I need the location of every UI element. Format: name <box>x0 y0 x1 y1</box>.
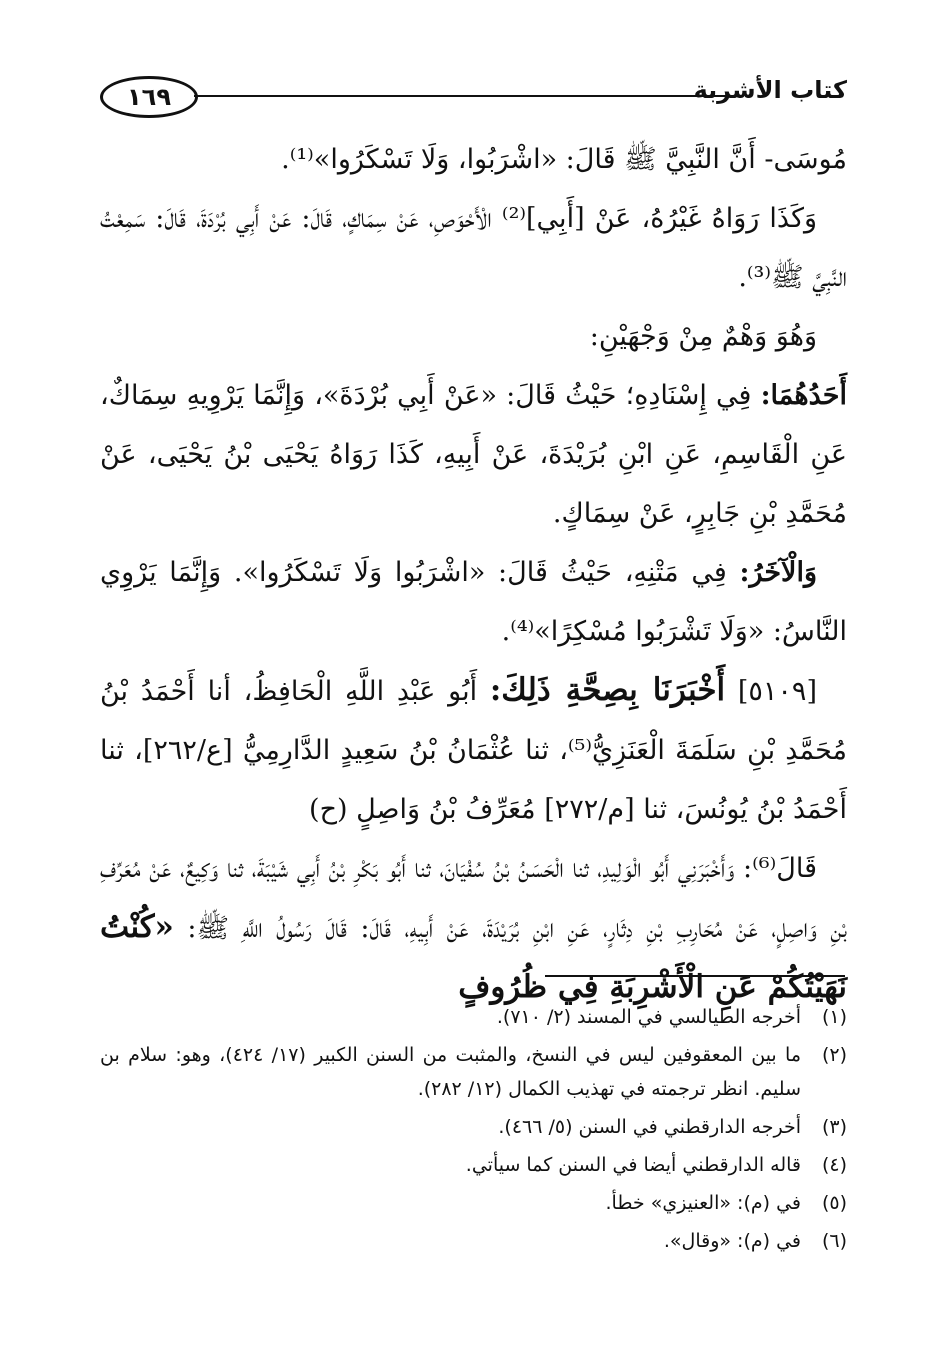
footnote-item <box>100 1110 847 1144</box>
hadith-matn: «كُنْتُ نَهَيْتُكُمْ عَنِ الْأَشْرِبَةِ فِي ظُرُوفٍ <box>100 909 847 1005</box>
paragraph-5-lead: وَالْآخَرُ: <box>739 557 817 588</box>
footnote-number: (٤) <box>821 1154 847 1176</box>
footnote-number: (٢) <box>821 1044 847 1066</box>
footnote-text: أخرجه الطيالسي في المسند (٢/ ٧١٠). <box>496 1006 801 1028</box>
book-title: كتاب الأشربة <box>693 76 847 104</box>
footnote-item <box>100 1224 847 1258</box>
hadith-number: [٥١٠٩] <box>737 676 817 707</box>
footnote-number: (٣) <box>821 1116 847 1138</box>
main-text <box>100 130 847 1018</box>
footnote-number: (١) <box>821 1006 847 1028</box>
footnote-item <box>100 1186 847 1220</box>
hadith-lead: أَخْبَرَنَا بِصِحَّةِ ذَلِكَ: <box>489 672 726 708</box>
paragraph-4-lead: أَحَدُهُمَا: <box>760 380 847 411</box>
header-divider <box>194 95 737 97</box>
paragraph-1: مُوسَى- أَنَّ النَّبِيَّ ﷺ قَالَ: «اشْرَبُوا، وَلَا تَسْكَرُوا»⁽¹⁾. <box>281 144 847 175</box>
footnote-item <box>100 1148 847 1182</box>
footnotes <box>100 1000 847 1262</box>
page-header <box>100 64 847 124</box>
paragraph-2: وَكَذَا رَوَاهُ غَيْرُهُ، عَنْ [أَبِي]⁽²⁾ الْأَحْوَصِ، عَنْ سِمَاكٍ، قَالَ: عَنْ أَبِي بُرْدَةَ، قَالَ: سَمِعْتُ النَّبِيَّ ﷺ⁽³⁾. <box>100 203 847 293</box>
hadith-5109: [٥١٠٩] أَخْبَرَنَا بِصِحَّةِ ذَلِكَ: أَبُو عَبْدِ اللَّهِ الْحَافِظُ، أنا أَحْمَدُ بْنُ مُحَمَّدِ بْنِ سَلَمَةَ الْعَنَزِيُّ⁽⁵⁾، ثنا عُثْمَانُ بْنُ سَعِيدٍ الدَّارِمِيُّ [ع/٢٦٢]، ثنا أَحْمَدُ بْنُ يُونُسَ، ثنا [م/٢٧٢] مُعَرِّفُ بْنُ وَاصِلٍ (ح) <box>100 672 847 825</box>
page-number: ١٦٩ <box>100 76 198 118</box>
footnote-number: (٦) <box>821 1230 847 1252</box>
footnote-text: في (م): «وقال». <box>663 1230 801 1252</box>
footnote-text: في (م): «العنيزي» خطأ. <box>605 1192 801 1214</box>
paragraph-5: وَالْآخَرُ: فِي مَتْنِهِ، حَيْثُ قَالَ: «اشْرَبُوا وَلَا تَسْكَرُوا». وَإِنَّمَا يَرْوِي النَّاسُ: «وَلَا تَشْرَبُوا مُسْكِرًا»⁽⁴⁾. <box>100 557 847 647</box>
footnote-number: (٥) <box>821 1192 847 1214</box>
paragraph-7: قَالَ⁽⁶⁾: وَأَخْبَرَنِي أَبُو الْوَلِيدِ، ثنا الْحَسَنُ بْنُ سُفْيَانَ، ثنا أَبُو بَكْرِ بْنُ أَبِي شَيْبَةَ، ثنا وَكِيعٌ، عَنْ مُعَرِّفِ بْنِ وَاصِلٍ، عَنْ مُحَارِبِ بْنِ دِثَارٍ، عَنِ ابْنِ بُرَيْدَةَ، عَنْ أَبِيهِ، قَالَ: قَالَ رَسُولُ اللَّهِ ﷺ: «كُنْتُ نَهَيْتُكُمْ عَنِ الْأَشْرِبَةِ فِي ظُرُوفٍ <box>100 853 847 1005</box>
paragraph-3: وَهُوَ وَهْمٌ مِنْ وَجْهَيْنِ: <box>589 321 817 352</box>
footnote-text: ما بين المعقوفين ليس في النسخ، والمثبت من السنن الكبير (١٧/ ٤٢٤)، وهو: سلام بن سليم. انظر ترجمته في تهذيب الكمال (١٢/ ٢٨٢). <box>100 1044 801 1100</box>
footnote-text: أخرجه الدارقطني في السنن (٥/ ٤٦٦). <box>498 1116 801 1138</box>
footnote-item <box>100 1038 847 1106</box>
paragraph-4: أَحَدُهُمَا: فِي إِسْنَادِهِ؛ حَيْثُ قَالَ: «عَنْ أَبِي بُرْدَةَ»، وَإِنَّمَا يَرْوِيهِ سِمَاكٌ، عَنِ الْقَاسِمِ، عَنِ ابْنِ بُرَيْدَةَ، عَنْ أَبِيهِ، كَذَا رَوَاهُ يَحْيَى بْنُ يَحْيَى، عَنْ مُحَمَّدِ بْنِ جَابِرٍ، عَنْ سِمَاكٍ. <box>100 380 847 529</box>
footnote-item <box>100 1000 847 1034</box>
footnote-divider <box>545 975 845 977</box>
footnote-text: قاله الدارقطني أيضا في السنن كما سيأتي. <box>465 1154 801 1176</box>
